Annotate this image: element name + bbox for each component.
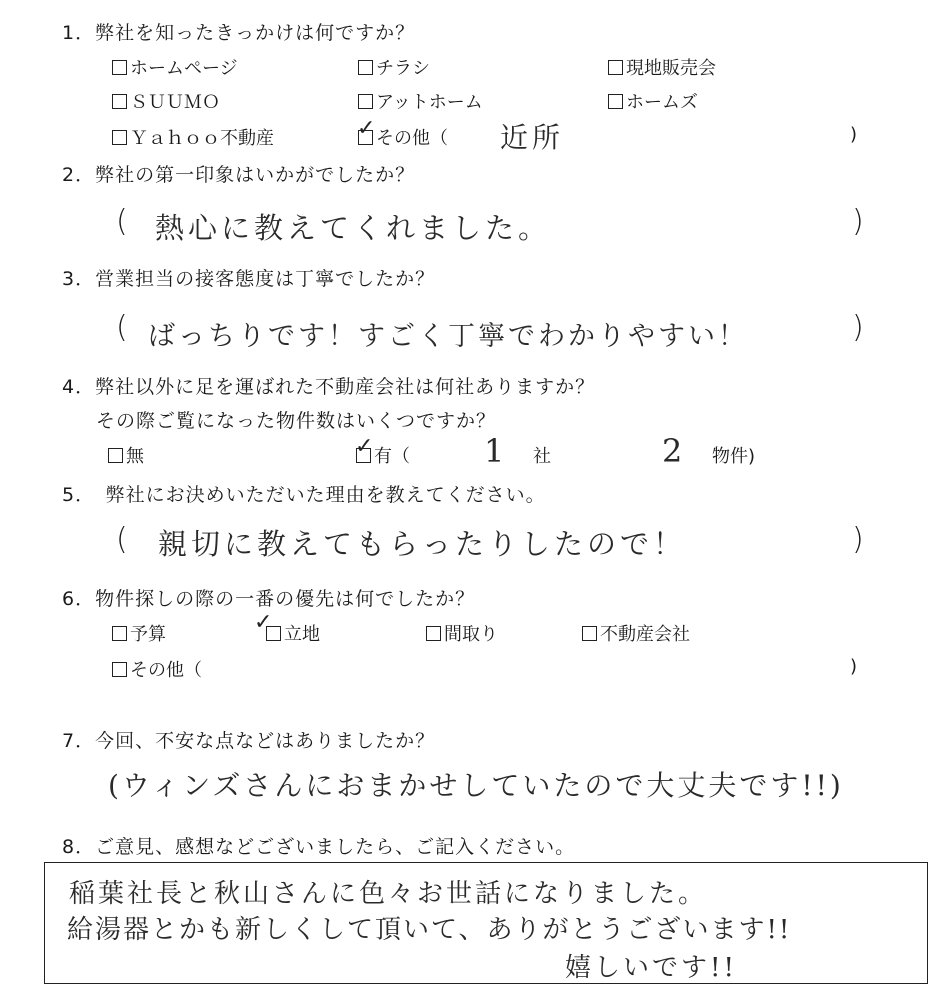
checkbox-icon [358, 94, 373, 109]
open-paren: ( [116, 522, 128, 557]
close-paren: ) [850, 656, 858, 677]
question-3: 3．営業担当の接客態度は丁寧でしたか？ [62, 268, 436, 290]
checkbox-floorplan[interactable]: 間取り [426, 620, 498, 646]
checkbox-icon [112, 662, 127, 677]
open-paren: ( [116, 204, 128, 239]
question-4-sub: その際ご覧になった物件数はいくつですか？ [96, 410, 497, 432]
handwritten-answer-q3: ばっちりです！すごく丁寧でわかりやすい！ [148, 321, 748, 352]
comment-line: 稲葉社長と秋山さんに色々お世話になりました。 [69, 879, 708, 909]
checkbox-icon [112, 130, 127, 145]
checkbox-icon [608, 60, 623, 75]
checkbox-yahoo-realestate[interactable]: Ｙａｈｏｏ不動産 [112, 124, 274, 150]
checkbox-onsite-sale[interactable]: 現地販売会 [608, 54, 716, 80]
checkmark-icon: ✓ [357, 116, 376, 141]
handwritten-answer-q7: (ウィンズさんにおまかせしていたので大丈夫です!!) [108, 769, 844, 802]
checkbox-budget[interactable]: 予算 [112, 620, 166, 646]
checkbox-suumo[interactable]: ＳＵＵＭＯ [112, 88, 220, 114]
question-1: 1．弊社を知ったきっかけは何ですか？ [62, 22, 416, 44]
comment-line: 嬉しいです!! [565, 953, 737, 983]
comment-box[interactable] [44, 862, 928, 984]
handwritten-company-count: 1 [484, 432, 509, 470]
question-5: 5． 弊社にお決めいただいた理由を教えてください。 [62, 484, 546, 506]
unit-company: 社 [533, 446, 551, 467]
checkbox-athome[interactable]: アットホーム [358, 88, 483, 114]
handwritten-answer-q1: 近所 [500, 121, 565, 154]
checkbox-icon [608, 94, 623, 109]
close-paren: ) [850, 124, 858, 145]
checkmark-icon: ✓ [355, 434, 374, 459]
question-4: 4．弊社以外に足を運ばれた不動産会社は何社ありますか？ [62, 376, 596, 398]
close-paren: ) [852, 204, 864, 239]
checkbox-icon [112, 626, 127, 641]
question-2: 2．弊社の第一印象はいかがでしたか？ [62, 164, 416, 186]
checkbox-icon [112, 60, 127, 75]
question-6: 6．物件探しの際の一番の優先は何でしたか？ [62, 588, 476, 610]
checkbox-icon [112, 94, 127, 109]
checkbox-flyer[interactable]: チラシ [358, 54, 430, 80]
checkbox-realestate-company[interactable]: 不動産会社 [582, 620, 690, 646]
question-8: 8．ご意見、感想などございましたら、ご記入ください。 [62, 836, 576, 858]
checkbox-icon [358, 60, 373, 75]
checkmark-icon: ✓ [254, 610, 273, 635]
handwritten-answer-q5: 親切に教えてもらったりしたので！ [158, 527, 687, 561]
checkbox-icon [108, 448, 123, 463]
open-paren: ( [116, 310, 128, 345]
checkbox-homes[interactable]: ホームズ [608, 88, 698, 114]
close-paren: ) [852, 522, 864, 557]
checkbox-other[interactable]: その他（ [358, 124, 448, 150]
checkbox-other[interactable]: その他（ [112, 656, 202, 682]
comment-line: 給湯器とかも新しくして頂いて、ありがとうございます!! [67, 915, 792, 945]
handwritten-answer-q2: 熱心に教えてくれました。 [155, 211, 552, 245]
question-7: 7．今回、不安な点などはありましたか？ [62, 730, 436, 752]
checkbox-icon [582, 626, 597, 641]
checkbox-icon [426, 626, 441, 641]
checkbox-location[interactable]: 立地 [266, 620, 320, 646]
close-paren: ) [852, 310, 864, 345]
checkbox-none[interactable]: 無 [108, 442, 144, 468]
checkbox-homepage[interactable]: ホームページ [112, 54, 238, 80]
checkbox-yes[interactable]: 有（ [356, 442, 410, 468]
handwritten-property-count: 2 [662, 432, 687, 470]
unit-property: 物件) [712, 446, 756, 467]
